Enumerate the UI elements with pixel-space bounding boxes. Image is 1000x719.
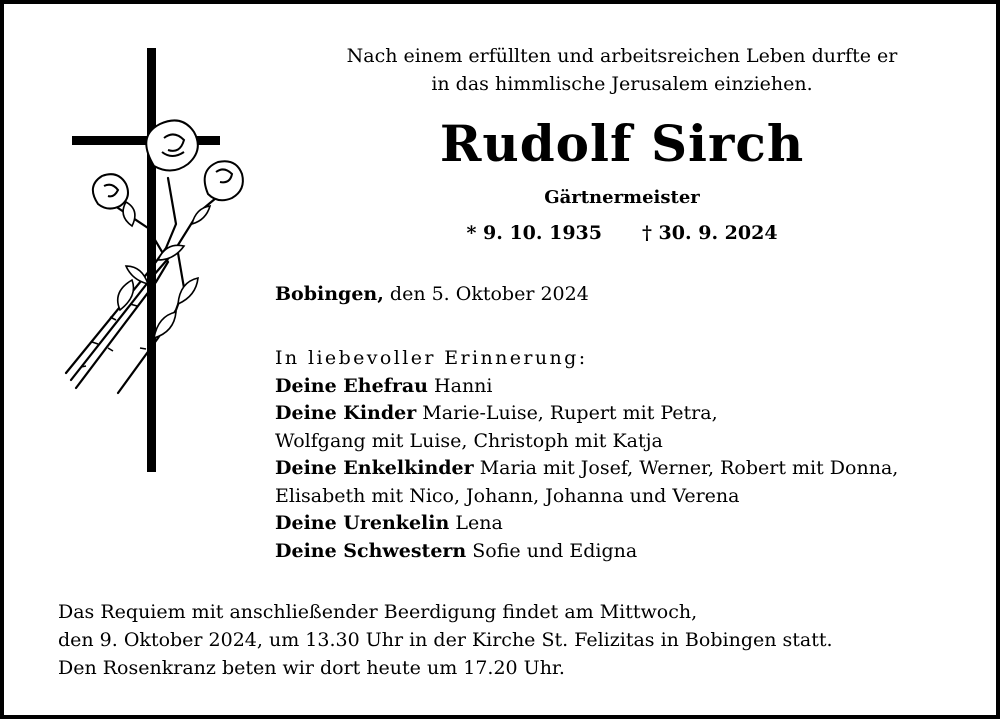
service-info [58,598,833,682]
service-line-2: den 9. Oktober 2024, um 13.30 Uhr in der Kirche St. Felizitas in Bobingen statt. [58,629,833,651]
date: den 5. Oktober 2024 [389,283,589,305]
service-line-3: Den Rosenkranz beten wir dort heute um 17.20 Uhr. [58,657,565,679]
relation-names: Maria mit Josef, Werner, Robert mit Donna, [479,457,899,479]
profession: Gärtnermeister [544,187,700,208]
relation-label: Deine Ehefrau [275,374,428,397]
birth-date: * 9. 10. 1935 [466,222,602,244]
list-item [275,510,898,538]
relation-names: Sofie und Edigna [472,539,638,562]
relation-names: Marie-Luise, Rupert mit Petra, [422,402,718,424]
relation-label: Deine Schwestern [275,539,467,562]
cross-with-roses-icon [58,48,248,474]
list-item [275,400,898,428]
intro-line-2: in das himmlische Jerusalem einziehen. [431,73,813,95]
list-item [275,455,898,483]
relation-names: Lena [455,512,503,534]
list-item-continuation: Elisabeth mit Nico, Johann, Johanna und Verena [275,484,740,507]
relation-label: Deine Kinder [275,402,417,424]
list-item-continuation: Wolfgang mit Luise, Christoph mit Katja [275,429,663,452]
relation-names: Hanni [434,374,493,397]
deceased-name: Rudolf Sirch [439,114,805,173]
intro-line-1: Nach einem erfüllten und arbeitsreichen Leben durfte er [346,45,898,67]
family-list [275,345,898,565]
relation-label: Deine Urenkelin [275,512,450,534]
place-and-date [275,283,589,305]
place: Bobingen, [275,283,384,305]
list-item [275,373,898,401]
family-heading: In liebevoller Erinnerung: [275,347,588,369]
intro-text [316,42,928,98]
relation-label: Deine Enkelkinder [275,457,474,479]
life-dates [316,222,928,244]
death-date: † 30. 9. 2024 [642,222,778,244]
service-line-1: Das Requiem mit anschließender Beerdigung findet am Mittwoch, [58,601,698,623]
list-item [275,538,898,566]
